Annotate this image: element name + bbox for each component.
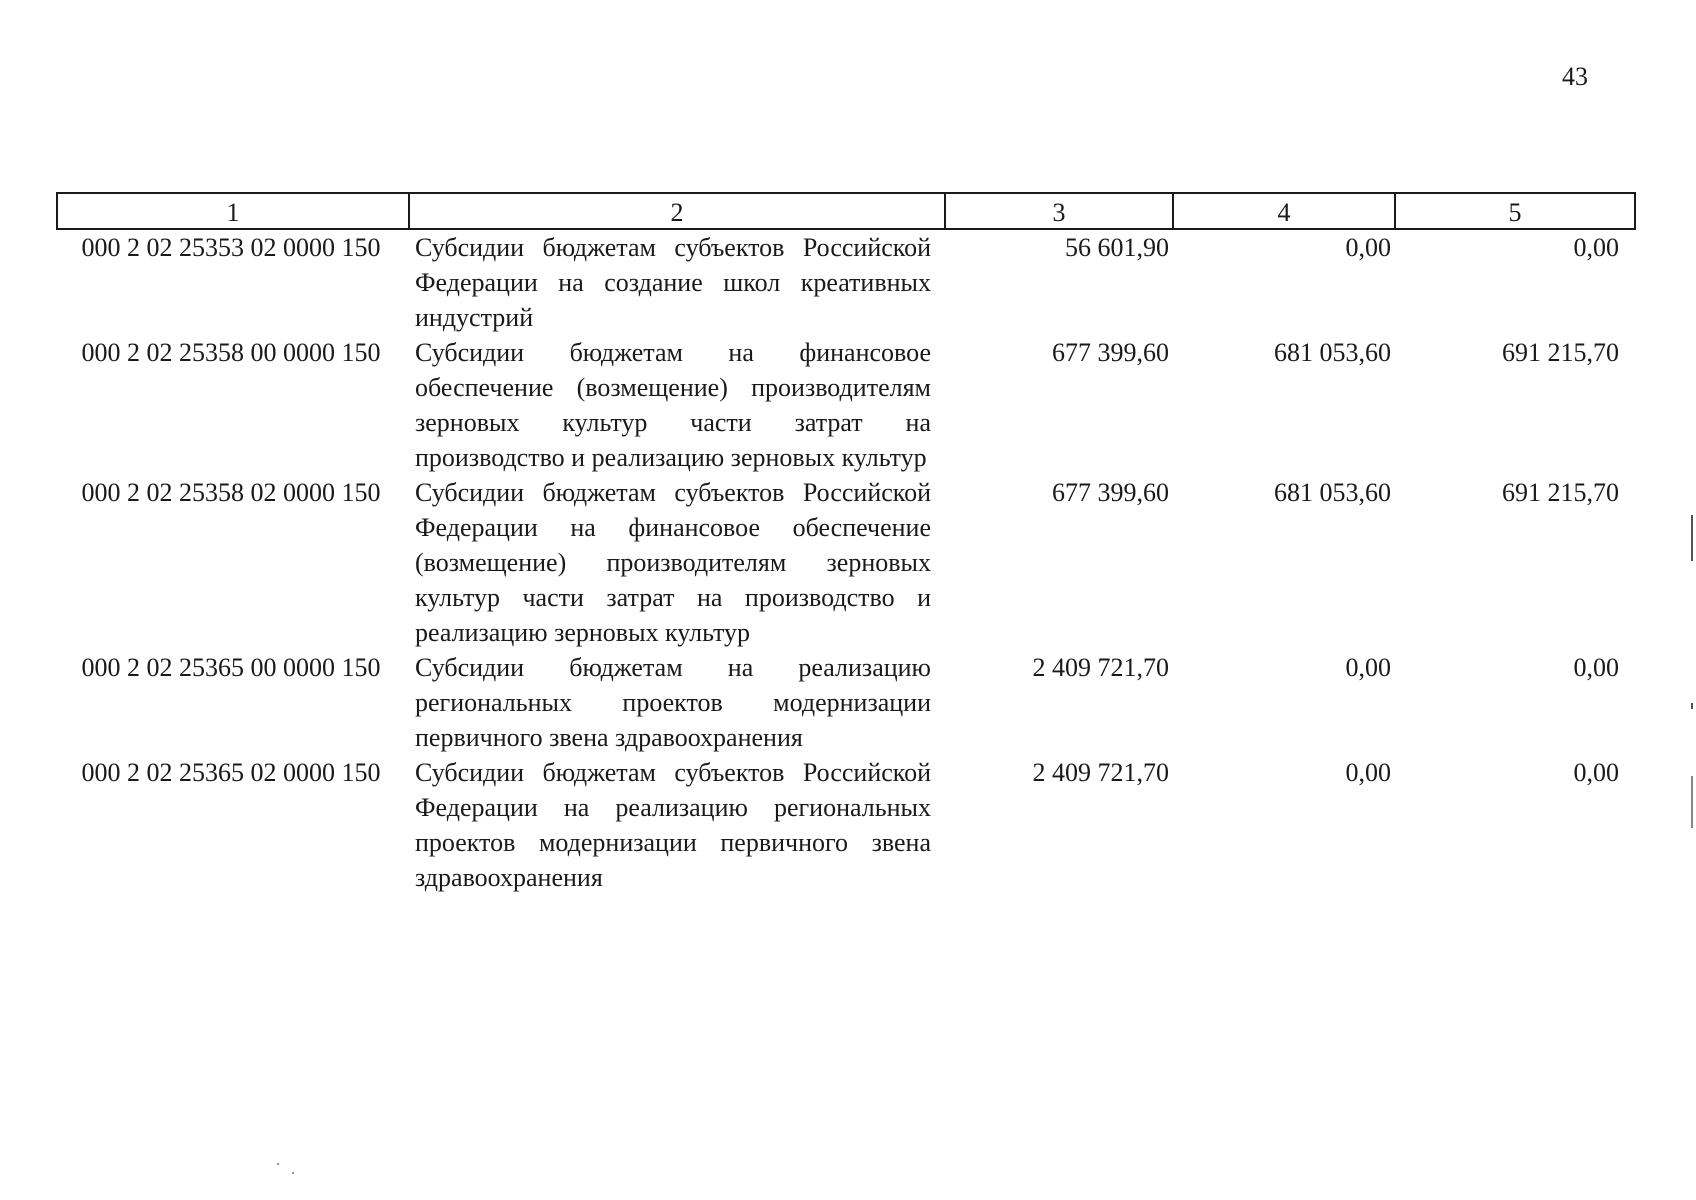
table-body: [57, 229, 1635, 895]
row-code: 000 2 02 25353 02 0000 150: [81, 233, 381, 262]
row-value-col3: 2 409 721,70: [1032, 758, 1169, 787]
scan-mark: [1691, 776, 1693, 828]
row-code: 000 2 02 25365 02 0000 150: [81, 758, 381, 787]
row-value-col3: 2 409 721,70: [1032, 653, 1169, 682]
row-value-col3: 56 601,90: [1065, 233, 1169, 262]
table-row: [57, 650, 1635, 755]
row-value-col5: 0,00: [1573, 758, 1619, 787]
page-number: 43: [1562, 62, 1588, 91]
table-row: [57, 229, 1635, 335]
row-value-col5: 691 215,70: [1502, 338, 1619, 367]
row-description: Субсидии бюджетам субъектов Российской Федерации на финансовое обеспечение (возмещение) производителям зерновых культур части затрат на производство и реализацию зерновых культур: [415, 478, 931, 647]
table-header: [57, 193, 1635, 229]
row-value-col5: 691 215,70: [1502, 478, 1619, 507]
row-value-col5: 0,00: [1573, 233, 1619, 262]
table-header-row: [57, 193, 1635, 229]
scan-mark: [1691, 703, 1693, 709]
row-code: 000 2 02 25358 02 0000 150: [81, 478, 381, 507]
row-value-col3: 677 399,60: [1052, 338, 1169, 367]
column-header-2: 2: [409, 193, 945, 229]
row-value-col4: 0,00: [1345, 653, 1391, 682]
row-code: 000 2 02 25358 00 0000 150: [81, 338, 381, 367]
row-value-col5: 0,00: [1573, 653, 1619, 682]
row-value-col4: 681 053,60: [1274, 478, 1391, 507]
column-header-3: 3: [945, 193, 1173, 229]
scan-speck: [292, 1172, 294, 1174]
row-description: Субсидии бюджетам на финансовое обеспечение (возмещение) производителям зерновых культур части затрат на производство и реализацию зерновых культур: [415, 338, 931, 472]
table-row: [57, 475, 1635, 650]
scan-mark: [1691, 515, 1693, 561]
row-value-col4: 0,00: [1345, 233, 1391, 262]
row-description: Субсидии бюджетам на реализацию региональных проектов модернизации первичного звена здравоохранения: [415, 653, 931, 752]
table-row: [57, 755, 1635, 895]
row-code: 000 2 02 25365 00 0000 150: [81, 653, 381, 682]
row-description: Субсидии бюджетам субъектов Российской Федерации на реализацию региональных проектов модернизации первичного звена здравоохранения: [415, 758, 931, 892]
column-header-4: 4: [1173, 193, 1395, 229]
budget-table: [56, 192, 1636, 895]
column-header-5: 5: [1395, 193, 1635, 229]
table-row: [57, 335, 1635, 475]
row-description: Субсидии бюджетам субъектов Российской Федерации на создание школ креативных индустрий: [415, 233, 931, 332]
row-value-col4: 681 053,60: [1274, 338, 1391, 367]
row-value-col3: 677 399,60: [1052, 478, 1169, 507]
scan-speck: [277, 1163, 279, 1165]
row-value-col4: 0,00: [1345, 758, 1391, 787]
column-header-1: 1: [57, 193, 409, 229]
